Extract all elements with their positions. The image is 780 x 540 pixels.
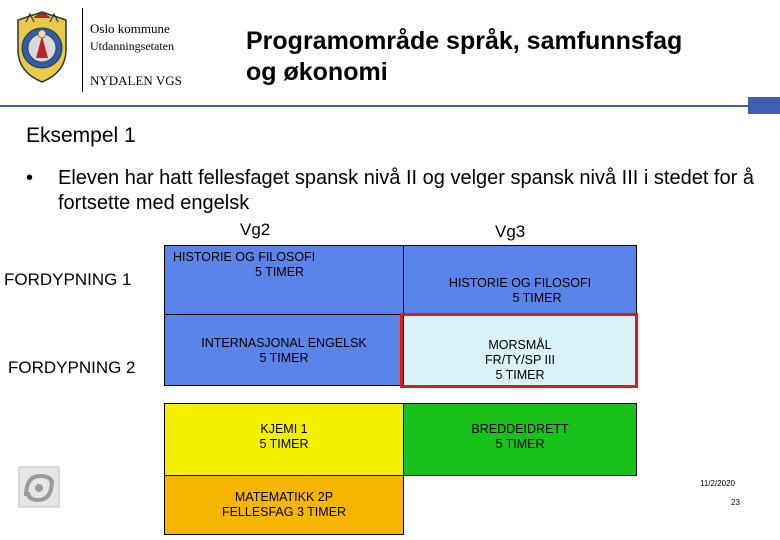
header-bar-block	[748, 97, 780, 114]
box-text: HISTORIE OG FILOSOFI	[173, 250, 316, 264]
oslo-city-seal-icon	[12, 10, 72, 84]
org-department: Utdanningsetaten	[90, 39, 174, 53]
header-bar	[0, 97, 780, 114]
box-text: 5 TIMER	[255, 265, 305, 279]
school-name: NYDALEN VGS	[90, 73, 182, 88]
box-text: 5 TIMER	[259, 351, 309, 365]
box-text: 5 TIMER	[259, 437, 309, 451]
row-label-fordypning-1: FORDYPNING 1	[4, 270, 132, 289]
highlight-frame	[400, 313, 638, 388]
box-text: MORSMÅL	[488, 338, 552, 352]
slide-title-line1: Programområde språk, samfunnsfag	[246, 27, 683, 55]
box-text: FR/TY/SP III	[485, 353, 555, 367]
box-vg3-historie-filosofi	[403, 245, 637, 315]
box-vg2-internasjonal-engelsk	[164, 314, 404, 386]
oslo-kommune-logo-icon	[18, 466, 60, 508]
column-header-vg2: Vg2	[240, 220, 271, 239]
box-vg2-historie-filosofi	[164, 245, 404, 315]
column-header-vg3: Vg3	[495, 222, 526, 241]
bullet-text: Eleven har hatt fellesfaget spansk nivå II og velger spansk nivå III i stedet for å fortsette med engelsk	[58, 167, 754, 214]
footer-date: 11/2/2020	[700, 479, 735, 488]
box-vg2-matematikk	[164, 475, 404, 535]
slide-title-line2: og økonomi	[246, 58, 388, 86]
box-text: INTERNASJONAL ENGELSK	[201, 336, 367, 350]
box-vg3-breddeidrett	[403, 403, 637, 476]
header-divider	[82, 8, 83, 92]
org-name: Oslo kommune	[90, 21, 170, 36]
box-text: MATEMATIKK 2P	[234, 490, 334, 504]
box-text: HISTORIE OG FILOSOFI	[448, 276, 592, 290]
example-title: Eksempel 1	[26, 124, 136, 147]
box-text: 5 TIMER	[495, 437, 545, 451]
bullet-glyph: •	[26, 167, 34, 189]
header-bar-line	[0, 105, 760, 107]
page-number: 23	[731, 498, 740, 507]
slide-title	[246, 26, 766, 88]
box-text: 5 TIMER	[512, 291, 562, 305]
box-text: KJEMI 1	[260, 422, 308, 436]
box-text: FELLESFAG 3 TIMER	[221, 505, 347, 519]
box-vg2-kjemi	[164, 403, 404, 476]
box-text: 5 TIMER	[495, 368, 545, 382]
box-text: BREDDEIDRETT	[471, 422, 569, 436]
row-label-fordypning-2: FORDYPNING 2	[8, 358, 136, 377]
